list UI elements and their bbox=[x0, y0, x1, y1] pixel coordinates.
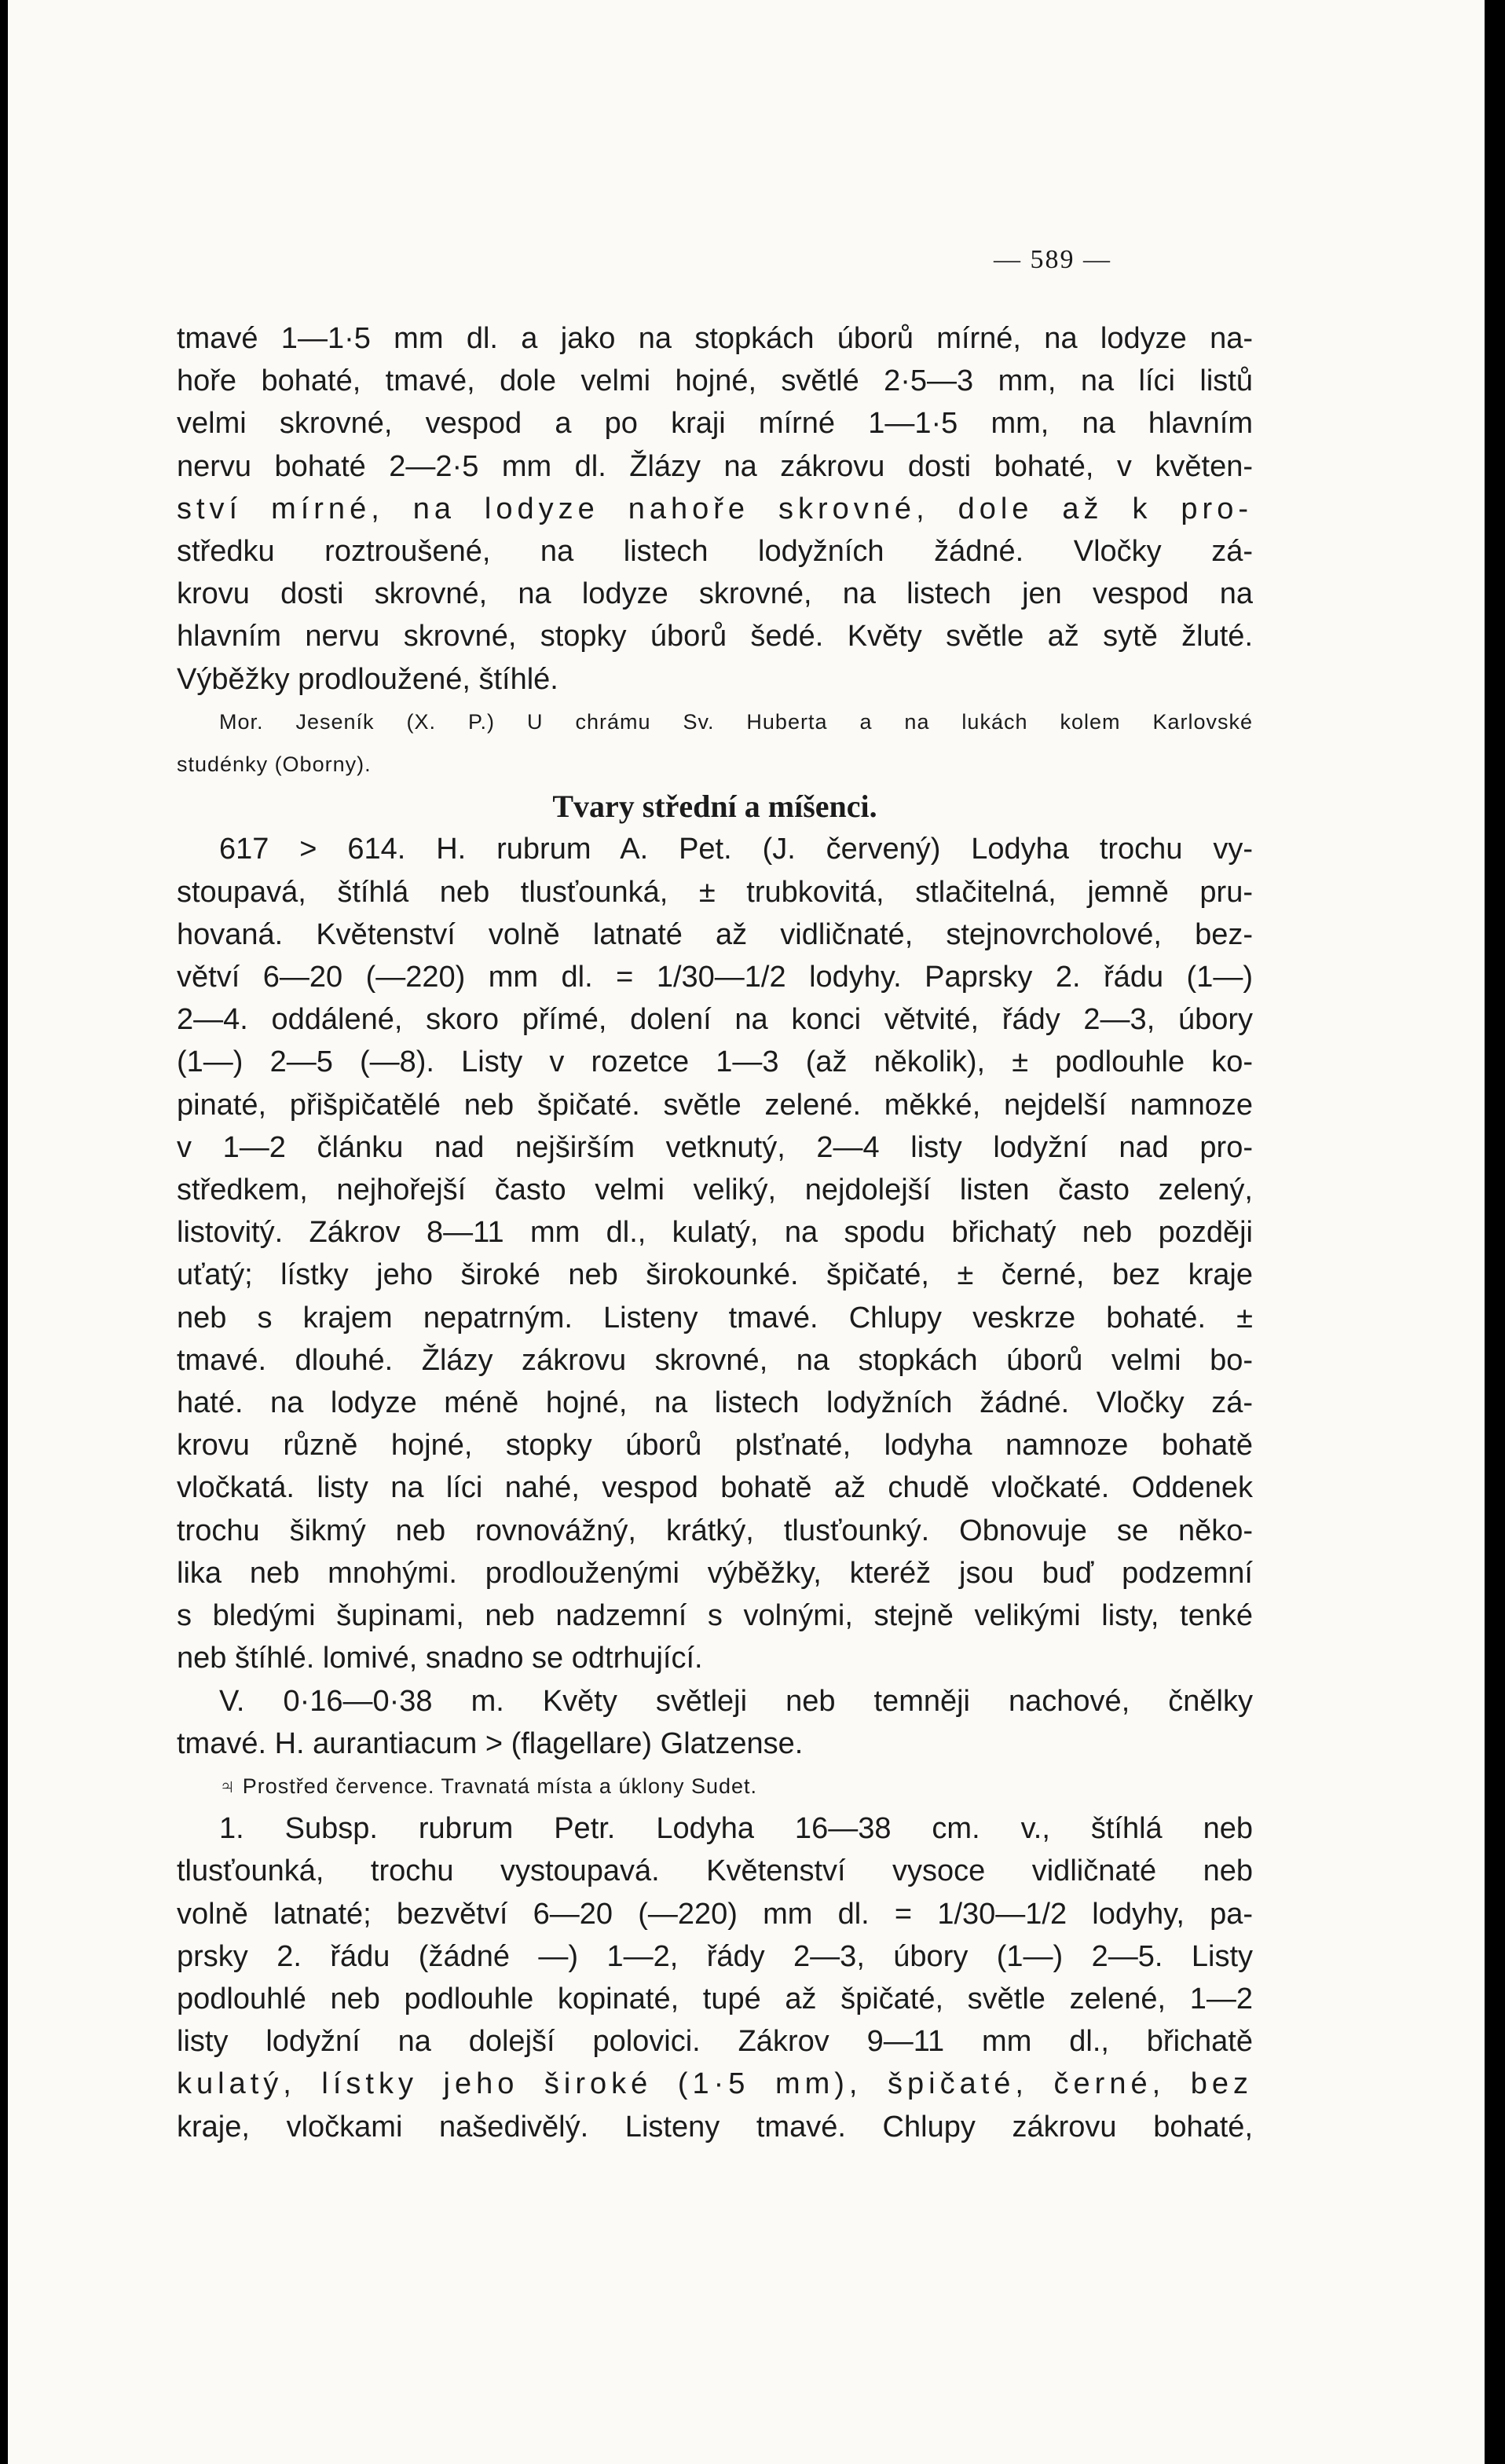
taxon-entry-line: 617 > 614. H. rubrum A. Pet. (J. červený) Lodyha trochu vy- bbox=[219, 833, 1253, 866]
text-line: tmavé. H. aurantiacum > (flagellare) Glatzense. bbox=[177, 1726, 804, 1760]
text-line: krovu dosti skrovné, na lodyze skrovné, na listech jen vespod na bbox=[177, 577, 1253, 611]
text-line: s bledými šupinami, neb nadzemní s volnými, stejně velikými listy, tenké bbox=[177, 1599, 1253, 1633]
text-line: prsky 2. řádu (žádné —) 1—2, řády 2—3, úbory (1—) 2—5. Listy bbox=[177, 1939, 1253, 1973]
subspecies-entry-line: 1. Subsp. rubrum Petr. Lodyha 16—38 cm. v., štíhlá neb bbox=[219, 1812, 1253, 1846]
text-line: kraje, vločkami našedivělý. Listeny tmavé. Chlupy zákrovu bohaté, bbox=[177, 2110, 1253, 2144]
text-line: pinaté, přišpičatělé neb špičaté. světle zelené. měkké, nejdelší namnoze bbox=[177, 1088, 1253, 1122]
text-line: tmavé 1—1·5 mm dl. a jako na stopkách úborů mírné, na lodyze na- bbox=[177, 322, 1253, 355]
text-line: listy lodyžní na dolejší polovici. Zákrov 9—11 mm dl., břichatě bbox=[177, 2025, 1253, 2059]
text-line: volně latnaté; bezvětví 6—20 (—220) mm dl. = 1/30—1/2 lodyhy, pa- bbox=[177, 1897, 1253, 1931]
text-line: 2—4. oddálené, skoro přímé, dolení na konci větvité, řády 2—3, úbory bbox=[177, 1003, 1253, 1037]
text-line: ství mírné, na lodyze nahoře skrovné, dole až k pro- bbox=[177, 492, 1253, 525]
text-line: listovitý. Zákrov 8—11 mm dl., kulatý, na spodu břichatý neb později bbox=[177, 1216, 1253, 1250]
locality-line: ♃ Prostřed července. Travnatá místa a úklony Sudet. bbox=[219, 1774, 758, 1798]
text-line: stoupavá, štíhlá neb tlusťounká, ± trubkovitá, stlačitelná, jemně pru- bbox=[177, 875, 1253, 909]
text-line: hovaná. Květenství volně latnaté až vidličnaté, stejnovrcholové, bez- bbox=[177, 917, 1253, 951]
text-line: vločkatá. listy na líci nahé, vespod bohatě až chudě vločkaté. Oddenek bbox=[177, 1471, 1253, 1505]
text-line: tlusťounká, trochu vystoupavá. Květenství vysoce vidličnaté neb bbox=[177, 1854, 1253, 1888]
text-line: uťatý; lístky jeho široké neb širokounké. špičaté, ± černé, bez kraje bbox=[177, 1258, 1253, 1292]
text-line: v 1—2 článku nad nejširším vetknutý, 2—4 listy lodyžní nad pro- bbox=[177, 1130, 1253, 1164]
text-line: trochu šikmý neb rovnovážný, krátký, tlusťounký. Obnovuje se něko- bbox=[177, 1514, 1253, 1547]
text-line: hoře bohaté, tmavé, dole velmi hojné, světlé 2·5—3 mm, na líci listů bbox=[177, 364, 1253, 398]
text-line: V. 0·16—0·38 m. Květy světleji neb temněji nachové, čnělky bbox=[219, 1684, 1253, 1718]
text-line: krovu různě hojné, stopky úborů plsťnaté, lodyha namnoze bohatě bbox=[177, 1429, 1253, 1463]
text-line: haté. na lodyze méně hojné, na listech lodyžních žádné. Vločky zá- bbox=[177, 1386, 1253, 1420]
page-number: — 589 — bbox=[994, 245, 1111, 274]
text-line: podlouhlé neb podlouhle kopinaté, tupé až špičaté, světle zelené, 1—2 bbox=[177, 1982, 1253, 2016]
scanned-page bbox=[8, 0, 1485, 2464]
text-line: středku roztroušené, na listech lodyžních žádné. Vločky zá- bbox=[177, 535, 1253, 569]
locality-line: Mor. Jeseník (X. P.) U chrámu Sv. Huberta a na lukách kolem Karlovské bbox=[219, 709, 1253, 734]
text-line: středkem, nejhořejší často velmi veliký, nejdolejší listen často zelený, bbox=[177, 1173, 1253, 1207]
text-line: kulatý, lístky jeho široké (1·5 mm), špičaté, černé, bez bbox=[177, 2067, 1253, 2101]
text-line: hlavním nervu skrovné, stopky úborů šedé. Květy světle až sytě žluté. bbox=[177, 620, 1253, 654]
body-text bbox=[177, 317, 1253, 2148]
text-line: neb s krajem nepatrným. Listeny tmavé. Chlupy veskrze bohaté. ± bbox=[177, 1301, 1253, 1335]
text-line: Výběžky prodloužené, štíhlé. bbox=[177, 662, 558, 696]
text-line: lika neb mnohými. prodlouženými výběžky, kteréž jsou buď podzemní bbox=[177, 1556, 1253, 1590]
text-line: neb štíhlé. lomivé, snadno se odtrhující. bbox=[177, 1642, 703, 1675]
text-line: (1—) 2—5 (—8). Listy v rozetce 1—3 (až několik), ± podlouhle ko- bbox=[177, 1045, 1253, 1079]
text-line: tmavé. dlouhé. Žlázy zákrovu skrovné, na stopkách úborů velmi bo- bbox=[177, 1343, 1253, 1377]
text-line: větví 6—20 (—220) mm dl. = 1/30—1/2 lodyhy. Paprsky 2. řádu (1—) bbox=[177, 961, 1253, 994]
locality-line: studénky (Oborny). bbox=[177, 752, 372, 777]
text-line: velmi skrovné, vespod a po kraji mírné 1—1·5 mm, na hlavním bbox=[177, 407, 1253, 441]
section-heading: Tvary střední a míšenci. bbox=[552, 789, 877, 825]
text-line: nervu bohaté 2—2·5 mm dl. Žlázy na zákrovu dosti bohaté, v květen- bbox=[177, 449, 1253, 483]
